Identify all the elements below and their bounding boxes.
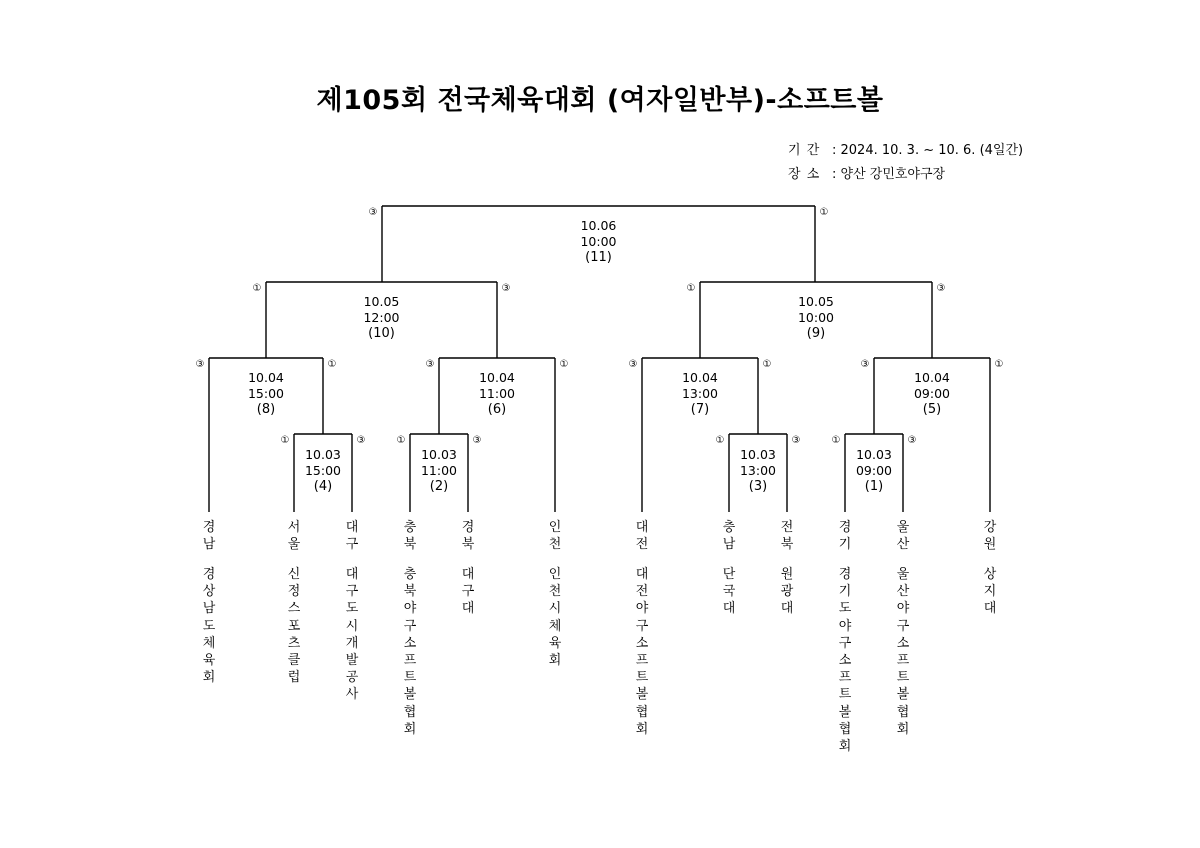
seed-mark-right: ③ — [472, 435, 482, 446]
match-label-m8 — [226, 370, 306, 418]
match-number: (1) — [864, 479, 884, 494]
team-region: 경남 — [202, 520, 216, 553]
seed-mark-right: ③ — [936, 283, 946, 294]
seed-mark-left: ① — [396, 435, 406, 446]
seed-mark-right: ① — [327, 359, 337, 370]
venue-label: 장 소 — [788, 167, 821, 182]
match-time: 12:00 — [363, 310, 400, 325]
team-name: 경기도야구소프트볼협회 — [838, 567, 852, 755]
match-number: (4) — [313, 479, 333, 494]
team-region: 대구 — [345, 520, 359, 553]
match-number: (10) — [368, 326, 395, 341]
team-region: 강원 — [983, 520, 997, 553]
match-time: 11:00 — [420, 463, 458, 478]
seed-mark-left: ① — [715, 435, 725, 446]
team-name: 대구도시개발공사 — [345, 567, 359, 703]
period-label: 기 간 — [788, 143, 821, 158]
team-name: 충북야구소프트볼협회 — [403, 567, 417, 737]
match-number: (3) — [748, 479, 768, 494]
seed-mark-left: ③ — [425, 359, 435, 370]
match-time: 09:00 — [913, 386, 951, 401]
venue-value: : 양산 강민호야구장 — [832, 167, 946, 182]
match-number: (2) — [429, 479, 449, 494]
team-region: 대전 — [635, 520, 649, 553]
team-name: 신정스포츠클럽 — [287, 567, 301, 686]
match-label-m11 — [559, 218, 639, 266]
match-number: (6) — [487, 402, 507, 417]
match-time: 10:00 — [580, 234, 617, 249]
seed-mark-right: ① — [819, 207, 829, 218]
seed-mark-left: ① — [252, 283, 262, 294]
team-region: 전북 — [780, 520, 794, 553]
match-label-m1 — [834, 447, 914, 495]
match-date: 10.05 — [363, 294, 400, 309]
match-time: 09:00 — [855, 463, 893, 478]
match-label-m2 — [399, 447, 479, 495]
match-time: 13:00 — [739, 463, 777, 478]
match-date: 10.04 — [479, 370, 515, 385]
seed-mark-right: ③ — [356, 435, 366, 446]
match-number: (9) — [806, 326, 826, 341]
team-name: 상지대 — [983, 567, 997, 617]
match-number: (7) — [690, 402, 710, 417]
seed-mark-right: ① — [762, 359, 772, 370]
match-date: 10.03 — [856, 447, 892, 462]
match-label-m3 — [718, 447, 798, 495]
period-value: : 2024. 10. 3. ~ 10. 6. (4일간) — [832, 143, 1024, 158]
match-date: 10.03 — [421, 447, 457, 462]
seed-mark-left: ③ — [628, 359, 638, 370]
team-region: 충북 — [403, 520, 417, 553]
match-date: 10.06 — [580, 218, 617, 233]
match-time: 10:00 — [797, 310, 835, 325]
match-date: 10.04 — [248, 370, 284, 385]
match-date: 10.05 — [798, 294, 834, 309]
team-name: 경상남도체육회 — [202, 567, 216, 686]
seed-mark-left: ③ — [860, 359, 870, 370]
seed-mark-left: ① — [831, 435, 841, 446]
match-date: 10.03 — [305, 447, 341, 462]
seed-mark-right: ① — [994, 359, 1004, 370]
team-name: 울산야구소프트볼협회 — [896, 567, 910, 737]
seed-mark-left: ③ — [368, 207, 378, 218]
match-number: (11) — [585, 250, 612, 265]
team-name: 단국대 — [722, 567, 736, 617]
team-name: 원광대 — [780, 567, 794, 617]
page-title: 제105회 전국체육대회 (여자일반부)-소프트볼 — [316, 85, 884, 116]
match-time: 15:00 — [247, 386, 285, 401]
match-label-m4 — [283, 447, 363, 495]
match-date: 10.04 — [914, 370, 950, 385]
match-label-m10 — [342, 294, 422, 342]
team-region: 충남 — [722, 520, 736, 553]
seed-mark-right: ③ — [791, 435, 801, 446]
team-name: 대구대 — [461, 567, 475, 617]
seed-mark-right: ① — [559, 359, 569, 370]
match-number: (5) — [922, 402, 942, 417]
match-number: (8) — [256, 402, 276, 417]
team-name: 인천시체육회 — [548, 567, 562, 669]
match-label-m5 — [892, 370, 972, 418]
team-name: 대전야구소프트볼협회 — [635, 567, 649, 737]
match-label-m6 — [457, 370, 537, 418]
match-time: 13:00 — [681, 386, 719, 401]
team-region: 인천 — [548, 520, 562, 553]
match-label-m9 — [776, 294, 856, 342]
match-label-m7 — [660, 370, 740, 418]
seed-mark-left: ① — [280, 435, 290, 446]
match-time: 15:00 — [304, 463, 342, 478]
team-region: 경기 — [838, 520, 852, 553]
match-date: 10.03 — [740, 447, 776, 462]
seed-mark-left: ③ — [195, 359, 205, 370]
match-date: 10.04 — [682, 370, 718, 385]
match-time: 11:00 — [478, 386, 516, 401]
seed-mark-left: ① — [686, 283, 696, 294]
team-region: 울산 — [896, 520, 910, 553]
team-region: 경북 — [461, 520, 475, 553]
seed-mark-right: ③ — [907, 435, 917, 446]
team-region: 서울 — [287, 520, 301, 553]
seed-mark-right: ③ — [501, 283, 511, 294]
